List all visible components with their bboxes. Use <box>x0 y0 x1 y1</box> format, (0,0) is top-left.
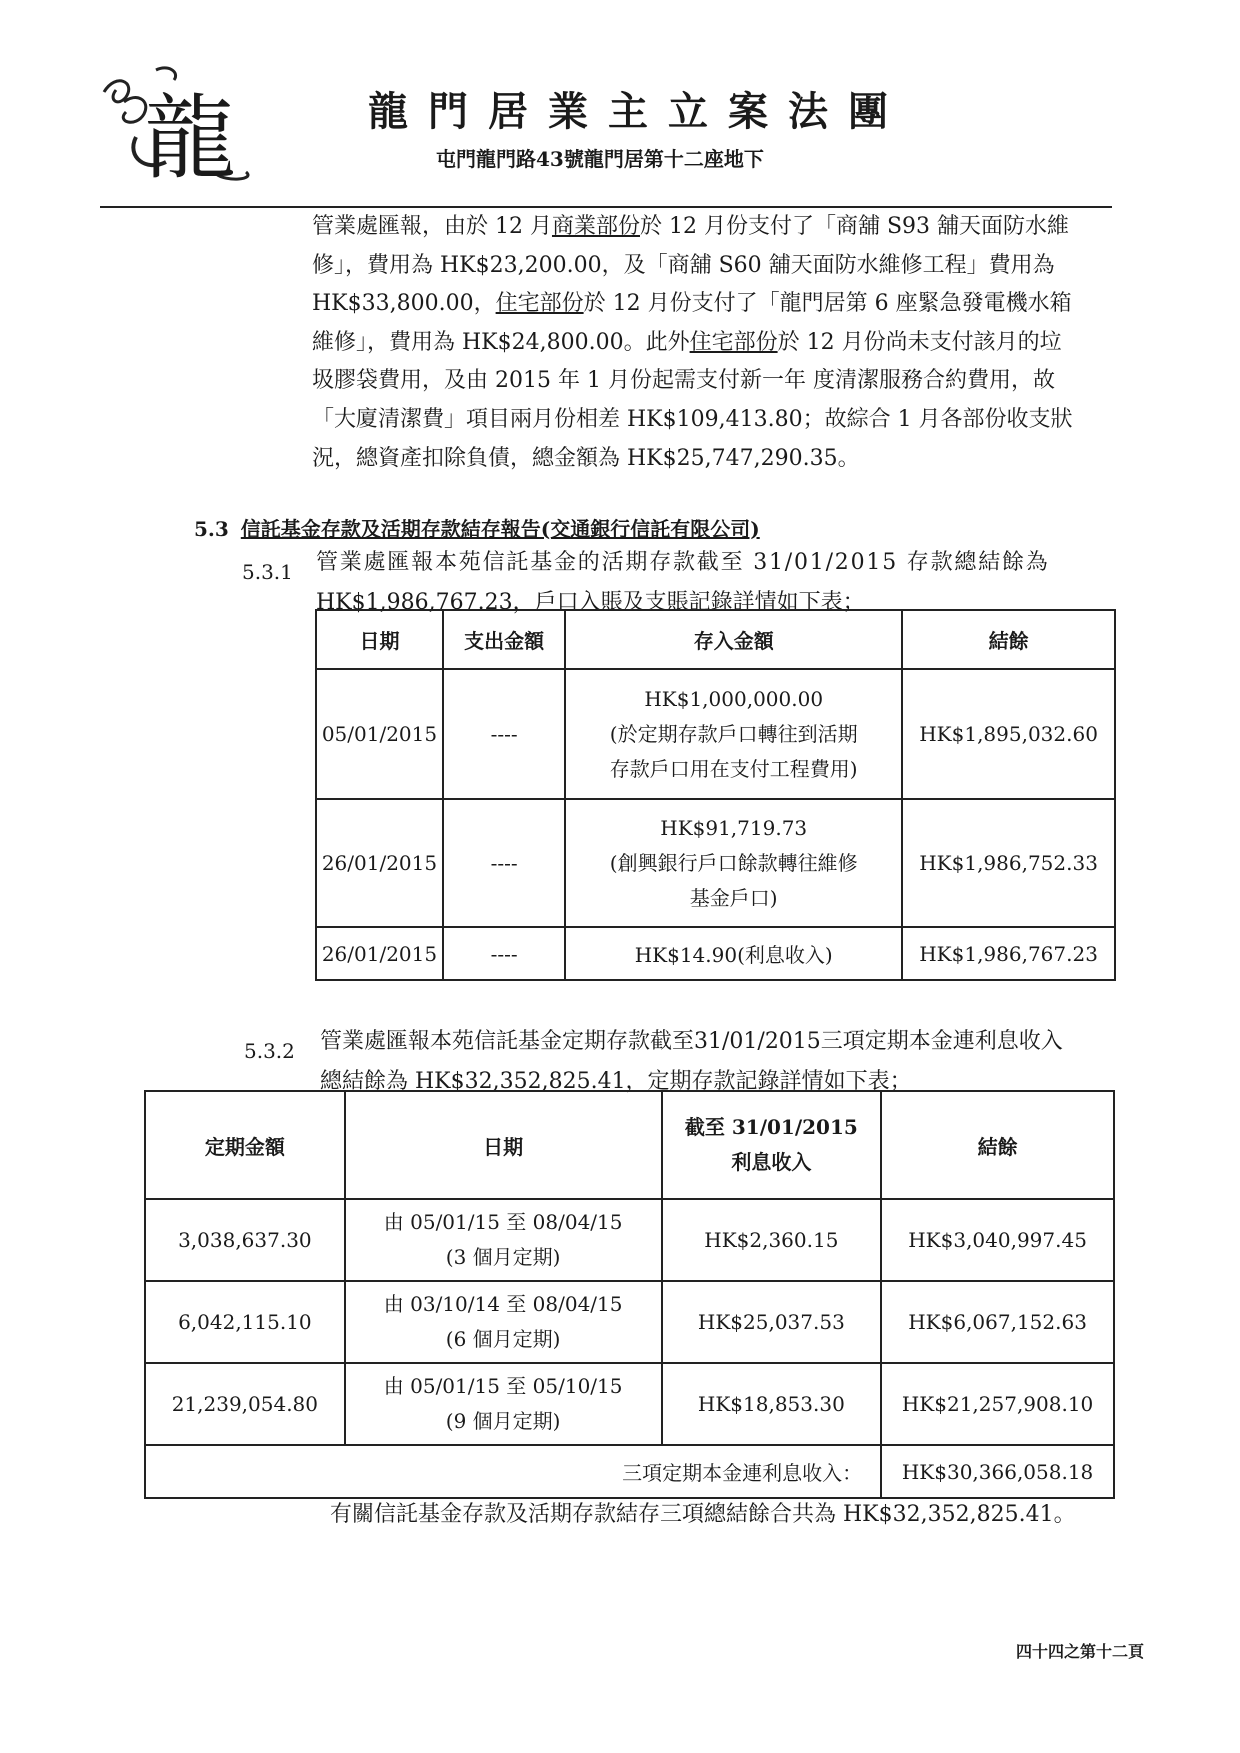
term-dates: 由 05/01/15 至 08/04/15 <box>383 1210 623 1234</box>
underlined-term: 商業部份 <box>551 214 640 239</box>
intro-paragraph <box>312 208 1132 478</box>
table-row <box>316 927 1115 980</box>
deposit-note: (創興銀行戶口餘款轉往維修 <box>609 850 858 875</box>
org-address: 屯門龍門路43號龍門居第十二座地下 <box>436 147 764 171</box>
balance-cell: HK$1,986,752.33 <box>902 799 1115 927</box>
term-cell <box>345 1363 662 1445</box>
deposit-cell <box>565 669 902 799</box>
column-header: 日期 <box>316 610 443 669</box>
balance-cell: HK$1,986,767.23 <box>902 927 1115 980</box>
intro-line <box>312 324 1132 363</box>
term-cell <box>345 1199 662 1281</box>
table-row <box>145 1281 1114 1363</box>
deposit-amount: HK$1,000,000.00 <box>644 686 824 711</box>
page-number: 四十四之第十二頁 <box>1016 1642 1145 1661</box>
intro-line: 修」，費用為 HK$23,200.00，及「商舖 S60 舖天面防水維修工程」費用為 <box>312 252 1055 278</box>
deposit-cell <box>565 799 902 927</box>
subsection-text-line: 總結餘為 HK$32,352,825.41，定期存款記錄詳情如下表； <box>320 1069 912 1094</box>
text: 管業處匯報，由於 12 月 <box>312 214 552 239</box>
text: HK$33,800.00， <box>312 291 496 317</box>
text: 於 12 月份尚未支付該月的垃 <box>777 329 1062 355</box>
org-name: 龍門居業主立案法團 <box>368 88 908 135</box>
column-header: 定期金額 <box>145 1091 345 1199</box>
column-header: 存入金額 <box>565 610 902 669</box>
deposit-amount: HK$91,719.73 <box>660 815 808 840</box>
table-header-row <box>316 610 1115 669</box>
section-number: 5.3 <box>194 517 229 541</box>
column-header <box>662 1091 882 1199</box>
subsection-number: 5.3.2 <box>244 1039 295 1063</box>
intro-line: 況，總資產扣除負債，總金額為 HK$25,747,290.35。 <box>312 445 860 471</box>
closing-statement: 有關信託基金存款及活期存款結存三項總結餘合共為 HK$32,352,825.41。 <box>330 1502 1076 1527</box>
header-line: 截至 31/01/2015 <box>684 1115 858 1139</box>
text: 於 12 月份支付了「商舖 S93 舖天面防水維 <box>640 214 1070 239</box>
table-row <box>316 799 1115 927</box>
header-line: 利息收入 <box>731 1150 812 1174</box>
balance-cell: HK$21,257,908.10 <box>881 1363 1114 1445</box>
text: 維修」，費用為 HK$24,800.00。此外 <box>312 329 690 355</box>
interest-cell: HK$25,037.53 <box>662 1281 882 1363</box>
column-header: 日期 <box>345 1091 662 1199</box>
subsection-text-line: 管業處匯報本苑信託基金定期存款截至31/01/2015三項定期本金連利息收入 <box>320 1029 1063 1054</box>
term-length: (6 個月定期) <box>445 1327 561 1351</box>
column-header: 結餘 <box>881 1091 1114 1199</box>
withdrawal-cell: ---- <box>443 799 565 927</box>
balance-cell: HK$1,895,032.60 <box>902 669 1115 799</box>
logo-glyph: 龍 <box>144 85 237 192</box>
subsection-text-line: 管業處匯報本苑信託基金的活期存款截至 31/01/2015 存款總結餘為 <box>316 550 1050 575</box>
interest-cell: HK$2,360.15 <box>662 1199 882 1281</box>
current-account-table <box>315 609 1116 981</box>
date-cell: 05/01/2015 <box>316 669 443 799</box>
date-cell: 26/01/2015 <box>316 927 443 980</box>
section-title: 信託基金存款及活期存款結存報告(交通銀行信託有限公司) <box>240 517 760 541</box>
text: 於 12 月份支付了「龍門居第 6 座緊急發電機水箱 <box>583 291 1072 317</box>
term-length: (3 個月定期) <box>445 1245 561 1269</box>
term-dates: 由 05/01/15 至 05/10/15 <box>383 1374 623 1398</box>
principal-cell: 21,239,054.80 <box>145 1363 345 1445</box>
underlined-term: 住宅部份 <box>495 291 584 317</box>
withdrawal-cell: ---- <box>443 669 565 799</box>
column-header: 結餘 <box>902 610 1115 669</box>
date-cell: 26/01/2015 <box>316 799 443 927</box>
table-row <box>316 669 1115 799</box>
term-cell <box>345 1281 662 1363</box>
subsection-text-line: HK$1,986,767.23，戶口入賬及支賬記錄詳情如下表； <box>316 590 865 615</box>
fixed-deposit-table <box>144 1090 1115 1499</box>
principal-cell: 3,038,637.30 <box>145 1199 345 1281</box>
interest-cell: HK$18,853.30 <box>662 1363 882 1445</box>
deposit-note: 基金戶口) <box>689 885 778 910</box>
deposit-note: 存款戶口用在支付工程費用) <box>609 756 858 781</box>
table-header-row <box>145 1091 1114 1199</box>
term-length: (9 個月定期) <box>445 1409 561 1433</box>
deposit-note: (於定期存款戶口轉往到活期 <box>609 721 858 746</box>
subsection-number: 5.3.1 <box>242 560 293 584</box>
association-logo <box>96 62 266 192</box>
intro-line: 「大廈清潔費」項目兩月份相差 HK$109,413.80；故綜合 1 月各部份收支狀 <box>312 406 1073 432</box>
section-heading <box>194 513 760 542</box>
principal-cell: 6,042,115.10 <box>145 1281 345 1363</box>
intro-line: 圾膠袋費用，及由 2015 年 1 月份起需支付新一年 度清潔服務合約費用，故 <box>312 368 1055 394</box>
withdrawal-cell: ---- <box>443 927 565 980</box>
column-header: 支出金額 <box>443 610 565 669</box>
intro-line <box>312 208 1132 247</box>
total-value: HK$30,366,058.18 <box>881 1445 1114 1498</box>
underlined-term: 住宅部份 <box>689 329 778 355</box>
total-label: 三項定期本金連利息收入： <box>145 1445 881 1498</box>
balance-cell: HK$3,040,997.45 <box>881 1199 1114 1281</box>
balance-cell: HK$6,067,152.63 <box>881 1281 1114 1363</box>
deposit-cell: HK$14.90(利息收入) <box>565 927 902 980</box>
term-dates: 由 03/10/14 至 08/04/15 <box>383 1292 623 1316</box>
table-row <box>145 1363 1114 1445</box>
intro-line <box>312 285 1132 324</box>
table-row <box>145 1199 1114 1281</box>
total-row <box>145 1445 1114 1498</box>
